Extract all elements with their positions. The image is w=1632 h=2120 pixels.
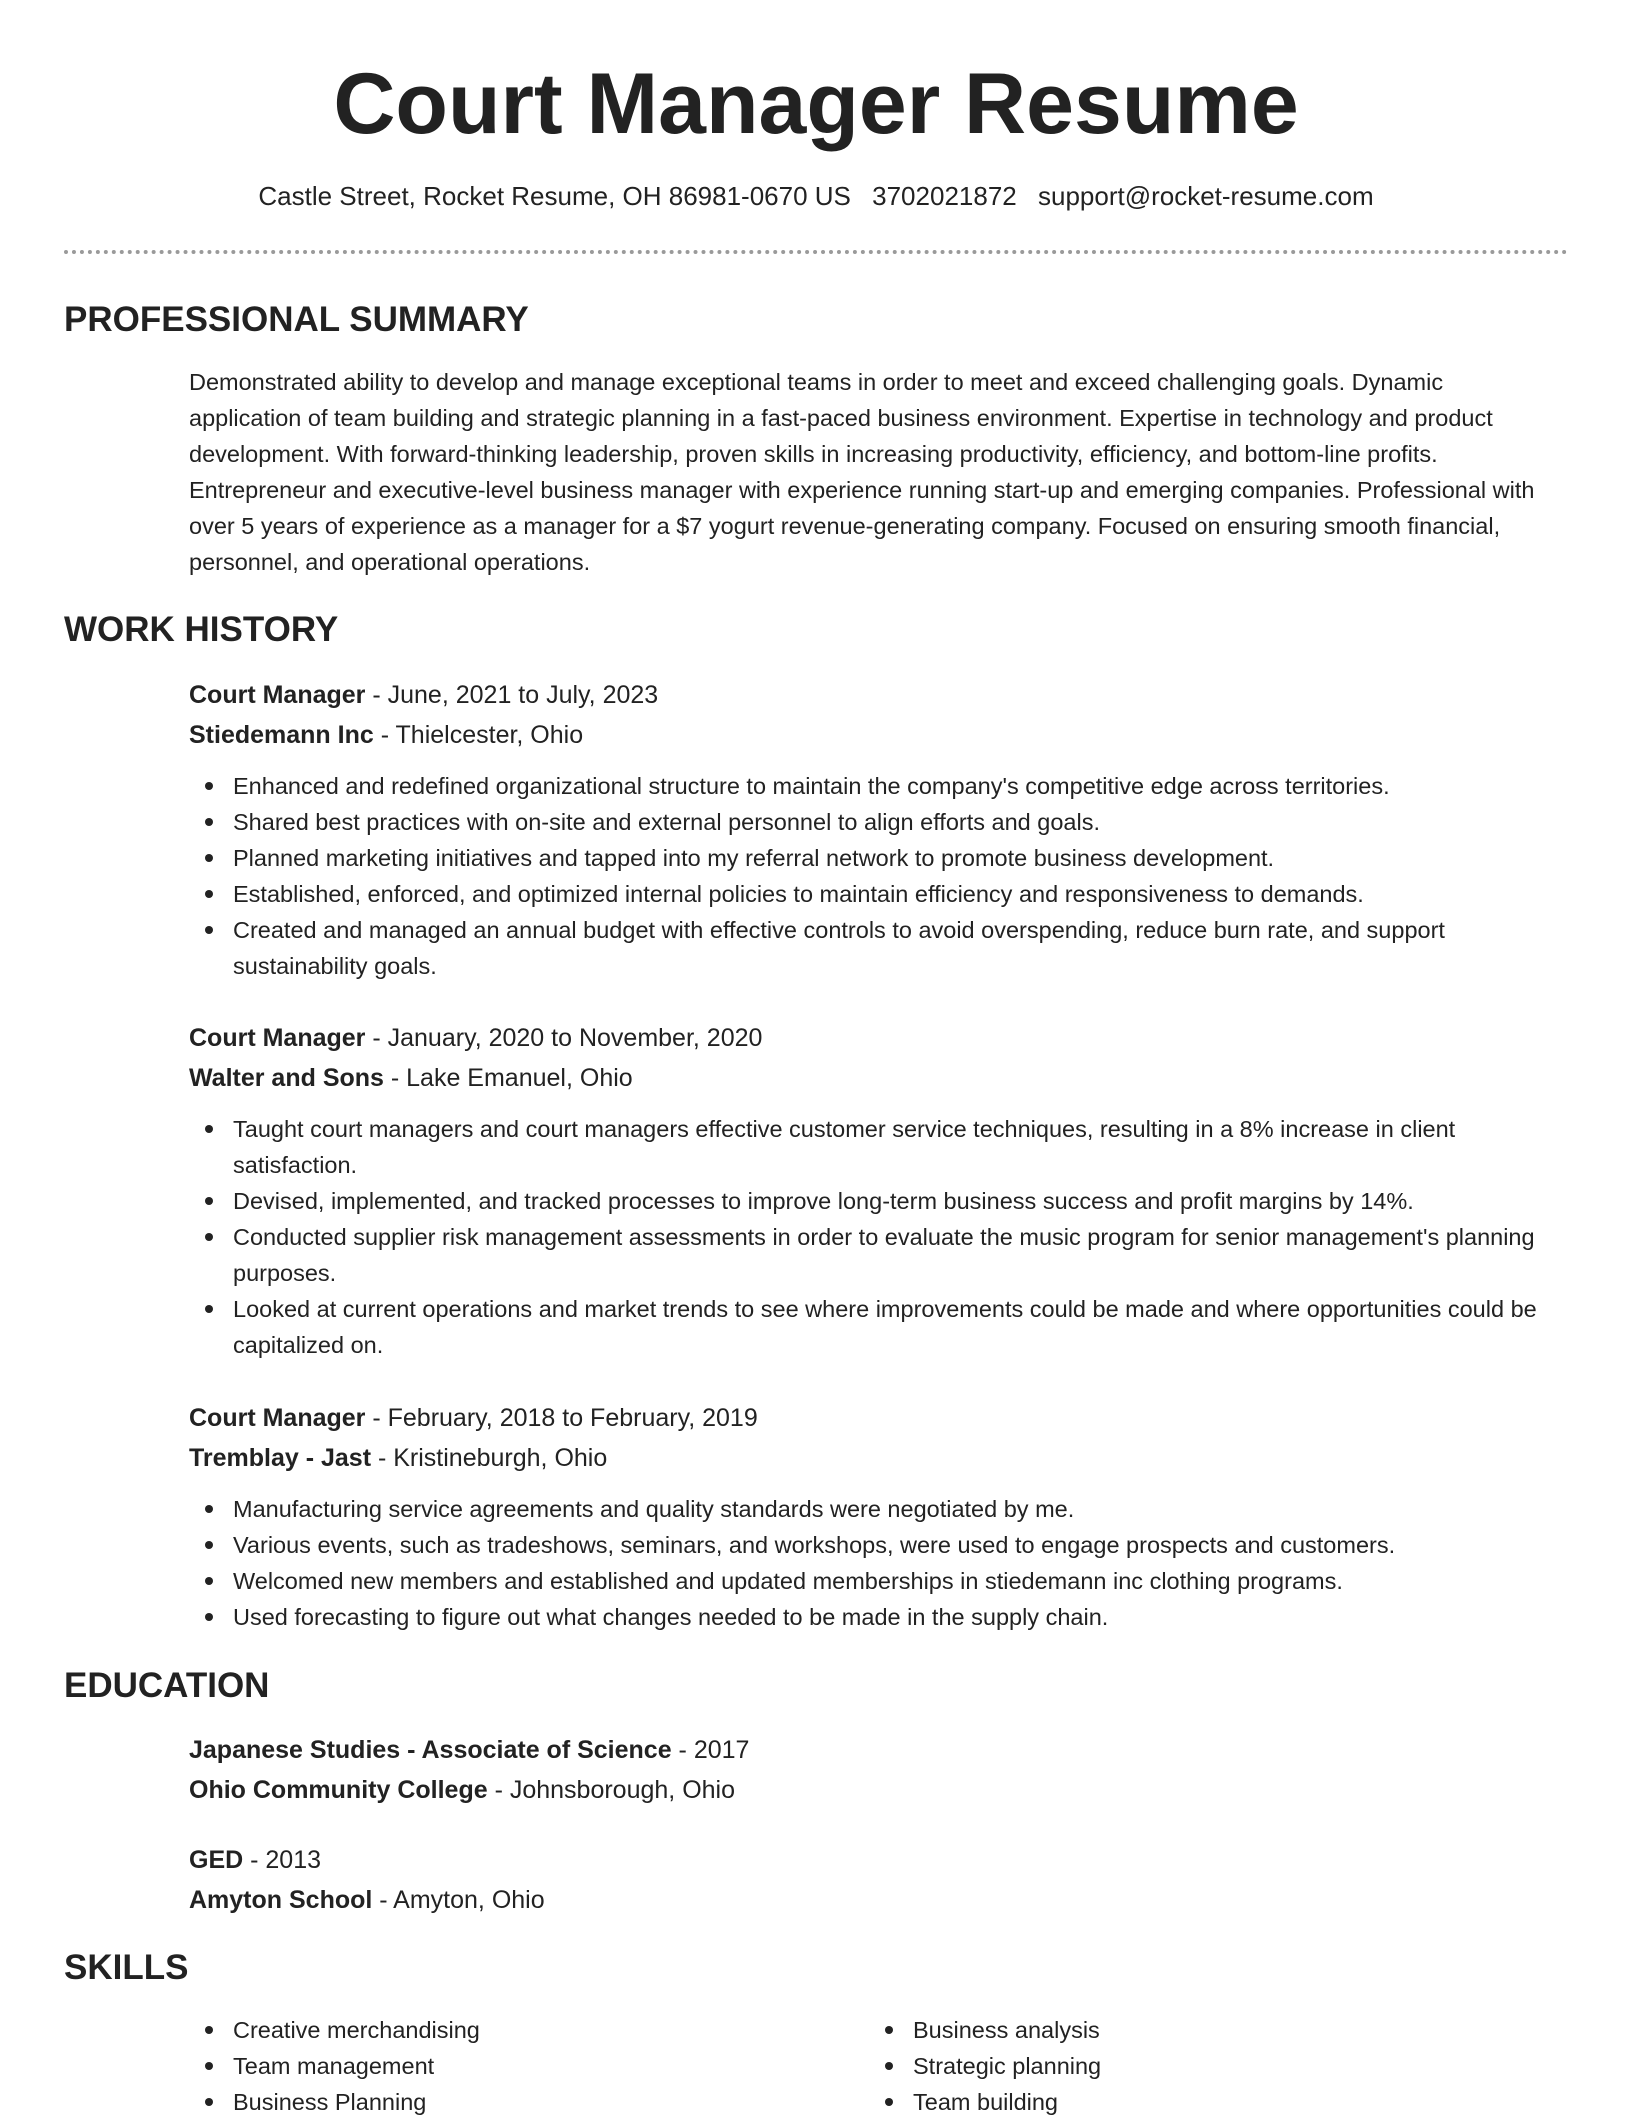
work-dates: - February, 2018 to February, 2019 [365, 1404, 758, 1432]
work-bullet: Looked at current operations and market trends to see where improvements could be made and where opportunities could be capitalized on. [189, 1291, 1539, 1363]
work-company-line [189, 1059, 1539, 1099]
work-role: Court Manager [189, 1404, 366, 1432]
work-dates: - January, 2020 to November, 2020 [365, 1024, 763, 1052]
work-bullet-list [189, 1111, 1539, 1363]
education-entry [189, 1841, 1539, 1920]
education-year: - 2017 [671, 1736, 750, 1764]
section-title-summary: PROFESSIONAL SUMMARY [64, 300, 529, 339]
work-bullet: Devised, implemented, and tracked processes to improve long-term business success and profit margins by 14%. [189, 1183, 1539, 1219]
work-bullet: Planned marketing initiatives and tapped into my referral network to promote business development. [189, 840, 1539, 876]
work-location: - Thielcester, Ohio [373, 720, 584, 749]
education-school-line [189, 1771, 1539, 1811]
work-company-line [189, 1439, 1539, 1479]
education-location: - Amyton, Ohio [372, 1885, 545, 1914]
work-entry [189, 1019, 1539, 1363]
section-title-education: EDUCATION [64, 1666, 270, 1705]
section-title-work-history: WORK HISTORY [64, 610, 339, 649]
work-bullet: Various events, such as tradeshows, seminars, and workshops, were used to engage prospects and customers. [189, 1527, 1539, 1563]
work-dates: - June, 2021 to July, 2023 [365, 681, 659, 709]
work-entry [189, 1399, 1539, 1635]
work-role: Court Manager [189, 681, 366, 709]
work-bullet: Used forecasting to figure out what changes needed to be made in the supply chain. [189, 1599, 1539, 1635]
summary-text: Demonstrated ability to develop and manage exceptional teams in order to meet and exceed challenging goals. Dynamic application of team building and strategic planning in a fast-paced business environment. Expertise in technology and product development. With forward-thinking leadership, proven skills in increasing productivity, efficiency, and bottom-line profits. Entrepreneur and executive-level business manager with experience running start-up and emerging companies. Professional with over 5 years of experience as a manager for a $7 yogurt revenue-generating company. Focused on ensuring smooth financial, personnel, and operational operations. [189, 369, 1535, 575]
skill-item: Business Planning [189, 2084, 789, 2120]
contact-phone: 3702021872 [872, 181, 1017, 211]
work-bullet: Taught court managers and court managers effective customer service techniques, resulting in a 8% increase in client satisfaction. [189, 1111, 1539, 1183]
work-company-line [189, 716, 1539, 756]
education-degree-line [189, 1731, 1539, 1771]
work-role-line [189, 1399, 1539, 1439]
work-bullet: Created and managed an annual budget with effective controls to avoid overspending, reduce burn rate, and support sustainability goals. [189, 912, 1539, 984]
work-bullet: Shared best practices with on-site and external personnel to align efforts and goals. [189, 804, 1539, 840]
header-divider [64, 250, 1568, 254]
skill-item: Team building [869, 2084, 1469, 2120]
work-location: - Lake Emanuel, Ohio [383, 1063, 633, 1092]
skill-item: Strategic planning [869, 2048, 1469, 2084]
contact-email: support@rocket-resume.com [1037, 181, 1374, 211]
work-bullet-list [189, 768, 1539, 984]
contact-info [0, 179, 1632, 213]
work-location: - Kristineburgh, Ohio [371, 1443, 608, 1472]
work-bullet: Manufacturing service agreements and quality standards were negotiated by me. [189, 1491, 1539, 1527]
skill-item: Team management [189, 2048, 789, 2084]
work-bullet: Conducted supplier risk management assessments in order to evaluate the music program for senior management's planning purposes. [189, 1219, 1539, 1291]
contact-address: Castle Street, Rocket Resume, OH 86981-0670 US [258, 181, 851, 211]
work-bullet: Welcomed new members and established and updated memberships in stiedemann inc clothing programs. [189, 1563, 1539, 1599]
work-bullet: Enhanced and redefined organizational structure to maintain the company's competitive edge across territories. [189, 768, 1539, 804]
work-bullet: Established, enforced, and optimized internal policies to maintain efficiency and responsiveness to demands. [189, 876, 1539, 912]
education-degree-line [189, 1841, 1539, 1881]
education-school-line [189, 1881, 1539, 1921]
work-company: Walter and Sons [189, 1063, 384, 1092]
skill-item: Business analysis [869, 2012, 1469, 2048]
skills-column-right [869, 2012, 1469, 2120]
work-role-line [189, 1019, 1539, 1059]
work-role-line [189, 676, 1539, 716]
education-school: Ohio Community College [189, 1775, 488, 1804]
skill-item: Creative merchandising [189, 2012, 789, 2048]
work-entry [189, 676, 1539, 984]
work-bullet-list [189, 1491, 1539, 1635]
education-degree: Japanese Studies - Associate of Science [189, 1736, 672, 1764]
education-school: Amyton School [189, 1885, 373, 1914]
work-company: Stiedemann Inc [189, 720, 374, 749]
education-location: - Johnsborough, Ohio [487, 1775, 736, 1804]
education-entry [189, 1731, 1539, 1810]
work-role: Court Manager [189, 1024, 366, 1052]
education-year: - 2013 [243, 1846, 322, 1874]
work-company: Tremblay - Jast [189, 1443, 372, 1472]
skills-column-left [189, 2012, 789, 2120]
education-degree: GED [189, 1846, 244, 1874]
section-title-skills: SKILLS [64, 1948, 189, 1987]
resume-title: Court Manager Resume [333, 56, 1299, 152]
